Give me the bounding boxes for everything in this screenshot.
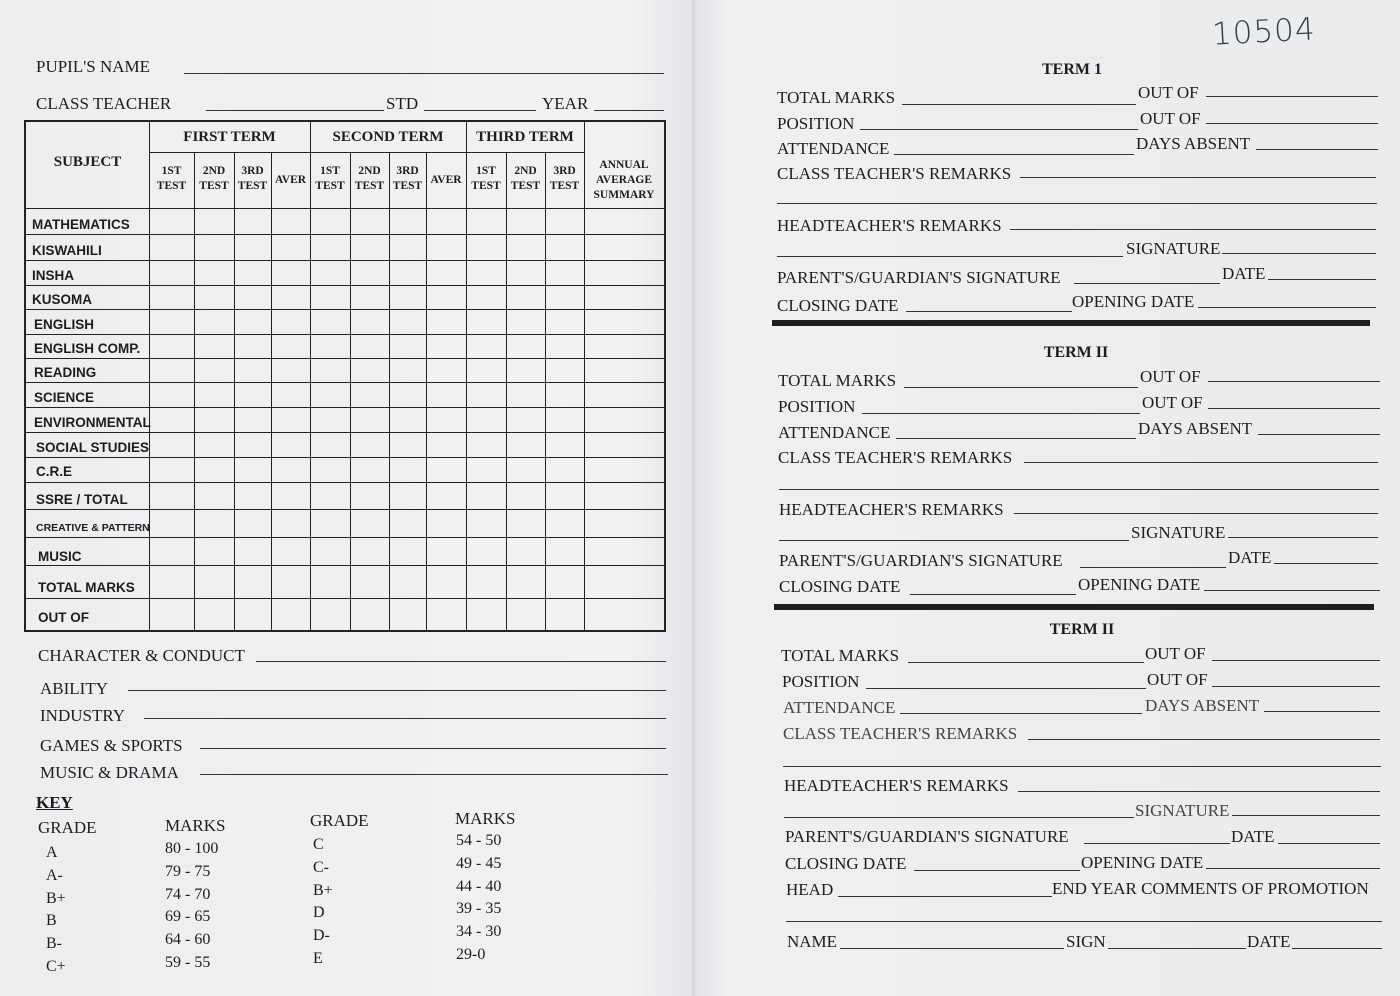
pupil-name-label: PUPIL'S NAME — [36, 57, 151, 76]
term2-out-of-field[interactable] — [1208, 381, 1380, 382]
final-name-label: NAME — [787, 932, 838, 951]
term1-date-label: DATE — [1222, 264, 1266, 283]
term3-days-absent-label: DAYS ABSENT — [1145, 696, 1260, 715]
term3-out-of-label: OUT OF — [1145, 644, 1206, 663]
character-conduct-label: CHARACTER & CONDUCT — [38, 646, 245, 665]
term1-days-absent-field[interactable] — [1256, 149, 1378, 150]
page-fold — [692, 0, 695, 996]
ability-label: ABILITY — [40, 679, 108, 698]
std-label: STD — [386, 94, 419, 113]
term1-headteacher-remarks-label: HEADTEACHER'S REMARKS — [777, 216, 1002, 235]
subject-kiswahili: KISWAHILI — [32, 243, 102, 258]
term3-signature-label: SIGNATURE — [1135, 801, 1230, 820]
third-term-test3-header: 3RD TEST — [549, 165, 580, 192]
term3-out-of-field[interactable] — [1212, 660, 1380, 661]
first-term-test2-header: 2ND TEST — [199, 165, 229, 192]
key-grade-header-left: GRADE — [38, 818, 97, 837]
term3-headteacher-remarks-label: HEADTEACHER'S REMARKS — [784, 776, 1009, 795]
subject-environmental: ENVIRONMENTAL — [34, 415, 151, 430]
term1-out-of-label: OUT OF — [1138, 83, 1199, 102]
first-term-test3-header: 3RD TEST — [237, 165, 268, 192]
year-label: YEAR — [542, 94, 589, 113]
term2-parent-signature-label: PARENT'S/GUARDIAN'S SIGNATURE — [779, 551, 1063, 570]
term1-headteacher-remarks-line2[interactable] — [777, 256, 1123, 257]
std-field[interactable] — [424, 110, 536, 111]
term3-date-field[interactable] — [1278, 843, 1380, 844]
term3-attendance-field[interactable] — [900, 713, 1142, 714]
term1-title: TERM 1 — [1042, 61, 1102, 78]
games-sports-label: GAMES & SPORTS — [40, 736, 183, 755]
term2-attendance-label: ATTENDANCE — [778, 423, 891, 442]
term2-class-teacher-remarks-label: CLASS TEACHER'S REMARKS — [778, 448, 1013, 467]
term1-closing-date-label: CLOSING DATE — [777, 296, 899, 315]
subject-mathematics: MATHEMATICS — [32, 217, 130, 232]
annual-summary-header: ANNUAL AVERAGE SUMMARY — [593, 159, 655, 201]
term2-total-marks-label: TOTAL MARKS — [778, 371, 897, 390]
subject-total-marks: TOTAL MARKS — [38, 580, 135, 595]
term1-closing-date-field[interactable] — [906, 311, 1072, 312]
term1-class-teacher-remarks-line2[interactable] — [777, 203, 1377, 204]
subject-science: SCIENCE — [34, 390, 95, 405]
industry-label: INDUSTRY — [40, 706, 126, 725]
key-marks-header-left: MARKS — [165, 816, 226, 835]
term2-position-out-of-label: OUT OF — [1142, 393, 1203, 412]
term3-closing-date-label: CLOSING DATE — [785, 854, 907, 873]
subject-header: SUBJECT — [53, 154, 122, 170]
term3-class-teacher-remarks-field[interactable] — [1028, 739, 1380, 740]
term1-total-marks-label: TOTAL MARKS — [777, 88, 896, 107]
term3-class-teacher-remarks-label: CLASS TEACHER'S REMARKS — [783, 724, 1018, 743]
term1-parent-signature-label: PARENT'S/GUARDIAN'S SIGNATURE — [777, 268, 1061, 287]
end-year-comments-field[interactable] — [786, 921, 1382, 922]
term2-parent-signature-field[interactable] — [1080, 567, 1226, 568]
end-year-comments-label: END YEAR COMMENTS OF PROMOTION — [1052, 879, 1369, 898]
term2-headteacher-remarks-field[interactable] — [1014, 513, 1378, 514]
subject-social-studies: SOCIAL STUDIES — [36, 440, 150, 455]
class-teacher-field[interactable] — [206, 110, 384, 111]
term1-divider — [772, 320, 1370, 326]
term1-days-absent-label: DAYS ABSENT — [1136, 134, 1251, 153]
term3-headteacher-remarks-field[interactable] — [1018, 791, 1380, 792]
term2-days-absent-field[interactable] — [1258, 434, 1380, 435]
term2-date-label: DATE — [1228, 548, 1272, 567]
second-term-aver-header: AVER — [430, 174, 462, 186]
subject-out-of: OUT OF — [38, 610, 89, 625]
term2-closing-date-field[interactable] — [910, 594, 1076, 595]
second-term-header: SECOND TERM — [332, 129, 444, 145]
term1-out-of-field[interactable] — [1206, 96, 1378, 97]
term3-position-label: POSITION — [782, 672, 860, 691]
third-term-test1-header: 1ST TEST — [471, 165, 501, 192]
term2-title: TERM II — [1043, 344, 1109, 361]
head-label: HEAD — [786, 880, 834, 899]
term1-signature-field[interactable] — [1222, 253, 1376, 254]
character-conduct-field[interactable] — [256, 661, 666, 662]
handwritten-document-number: 10504 — [1211, 11, 1317, 53]
term2-opening-date-field[interactable] — [1204, 590, 1380, 591]
term3-opening-date-label: OPENING DATE — [1081, 853, 1204, 872]
first-term-header: FIRST TERM — [183, 129, 276, 145]
term3-parent-signature-field[interactable] — [1084, 843, 1230, 844]
term3-title: TERM II — [1049, 621, 1115, 638]
key-right-marks: 54 - 50 49 - 45 44 - 40 39 - 35 34 - 30 29-0 — [456, 832, 502, 963]
key-grade-header-right: GRADE — [310, 811, 369, 830]
key-left-marks: 80 - 100 79 - 75 74 - 70 69 - 65 64 - 60 59 - 55 — [165, 840, 219, 971]
key-left-grades: A A- B+ B B- C+ — [46, 844, 66, 975]
term2-headteacher-remarks-label: HEADTEACHER'S REMARKS — [779, 500, 1004, 519]
subject-creative-pattern: CREATIVE & PATTERN — [36, 522, 150, 534]
first-term-test1-header: 1ST TEST — [156, 165, 187, 192]
term3-position-field[interactable] — [866, 688, 1146, 689]
subject-insha: INSHA — [32, 268, 75, 283]
subject-kusoma: KUSOMA — [32, 292, 92, 307]
second-term-test2-header: 2ND TEST — [354, 165, 385, 192]
term3-total-marks-label: TOTAL MARKS — [781, 646, 900, 665]
term1-total-marks-field[interactable] — [902, 104, 1136, 105]
term3-parent-signature-label: PARENT'S/GUARDIAN'S SIGNATURE — [785, 827, 1069, 846]
term3-opening-date-field[interactable] — [1206, 868, 1380, 869]
term2-total-marks-field[interactable] — [904, 387, 1138, 388]
term2-position-out-of-field[interactable] — [1208, 408, 1380, 409]
term2-days-absent-label: DAYS ABSENT — [1138, 419, 1253, 438]
term1-parent-signature-field[interactable] — [1074, 283, 1220, 284]
term2-headteacher-remarks-line2[interactable] — [779, 540, 1129, 541]
ability-field[interactable] — [128, 690, 666, 691]
term3-days-absent-field[interactable] — [1264, 711, 1380, 712]
term1-date-field[interactable] — [1268, 279, 1376, 280]
third-term-test2-header: 2ND TEST — [510, 165, 541, 192]
head-field[interactable] — [838, 896, 1052, 897]
term1-signature-label: SIGNATURE — [1126, 239, 1221, 258]
term3-closing-date-field[interactable] — [914, 870, 1080, 871]
term3-position-out-of-label: OUT OF — [1147, 670, 1208, 689]
term3-total-marks-field[interactable] — [908, 662, 1144, 663]
subject-english-comp: ENGLISH COMP. — [34, 341, 141, 356]
term2-signature-field[interactable] — [1228, 537, 1378, 538]
term2-class-teacher-remarks-line2[interactable] — [779, 489, 1379, 490]
term3-date-label: DATE — [1231, 827, 1275, 846]
music-drama-field[interactable] — [200, 774, 668, 775]
subject-ssre-total: SSRE / TOTAL — [36, 492, 128, 507]
term2-position-field[interactable] — [862, 413, 1140, 414]
marks-table — [24, 120, 666, 632]
key-marks-header-right: MARKS — [455, 809, 516, 828]
first-term-aver-header: AVER — [274, 174, 307, 186]
class-teacher-label: CLASS TEACHER — [36, 94, 172, 113]
term3-class-teacher-remarks-line2[interactable] — [783, 766, 1381, 767]
subject-reading: READING — [34, 365, 97, 380]
term1-headteacher-remarks-field[interactable] — [1010, 229, 1376, 230]
term1-position-label: POSITION — [777, 114, 855, 133]
term1-attendance-label: ATTENDANCE — [777, 139, 890, 158]
term2-signature-label: SIGNATURE — [1131, 523, 1226, 542]
term2-opening-date-label: OPENING DATE — [1078, 575, 1201, 594]
final-name-field[interactable] — [840, 948, 1064, 949]
music-drama-label: MUSIC & DRAMA — [40, 763, 179, 782]
final-sign-field[interactable] — [1108, 948, 1246, 949]
subject-music: MUSIC — [38, 549, 82, 564]
second-term-test3-header: 3RD TEST — [392, 165, 423, 192]
third-term-header: THIRD TERM — [476, 129, 574, 145]
term1-position-out-of-label: OUT OF — [1140, 109, 1201, 128]
term1-position-out-of-field[interactable] — [1206, 123, 1378, 124]
term2-closing-date-label: CLOSING DATE — [779, 577, 901, 596]
year-field[interactable] — [594, 110, 664, 111]
industry-field[interactable] — [144, 718, 666, 719]
term2-position-label: POSITION — [778, 397, 856, 416]
term3-headteacher-remarks-line2[interactable] — [784, 817, 1134, 818]
subject-cre: C.R.E — [36, 464, 73, 479]
term3-signature-field[interactable] — [1232, 815, 1380, 816]
term2-attendance-field[interactable] — [896, 438, 1136, 439]
games-sports-field[interactable] — [200, 748, 666, 749]
second-term-test1-header: 1ST TEST — [315, 165, 345, 192]
term1-position-field[interactable] — [860, 129, 1138, 130]
term1-opening-date-field[interactable] — [1198, 307, 1376, 308]
pupil-name-field[interactable] — [184, 73, 664, 74]
subject-english: ENGLISH — [34, 317, 95, 332]
final-date-label: DATE — [1247, 932, 1291, 951]
term3-position-out-of-field[interactable] — [1212, 686, 1380, 687]
key-title: KEY — [36, 793, 73, 812]
term1-opening-date-label: OPENING DATE — [1072, 292, 1195, 311]
term1-attendance-field[interactable] — [894, 154, 1134, 155]
term3-attendance-label: ATTENDANCE — [783, 698, 896, 717]
term2-date-field[interactable] — [1274, 563, 1378, 564]
final-sign-label: SIGN — [1066, 932, 1106, 951]
term2-divider — [774, 604, 1374, 610]
final-date-field[interactable] — [1292, 948, 1382, 949]
term2-out-of-label: OUT OF — [1140, 367, 1201, 386]
term1-class-teacher-remarks-label: CLASS TEACHER'S REMARKS — [777, 164, 1012, 183]
term1-class-teacher-remarks-field[interactable] — [1020, 177, 1376, 178]
term2-class-teacher-remarks-field[interactable] — [1024, 462, 1378, 463]
key-right-grades: C C- B+ D D- E — [313, 836, 333, 967]
